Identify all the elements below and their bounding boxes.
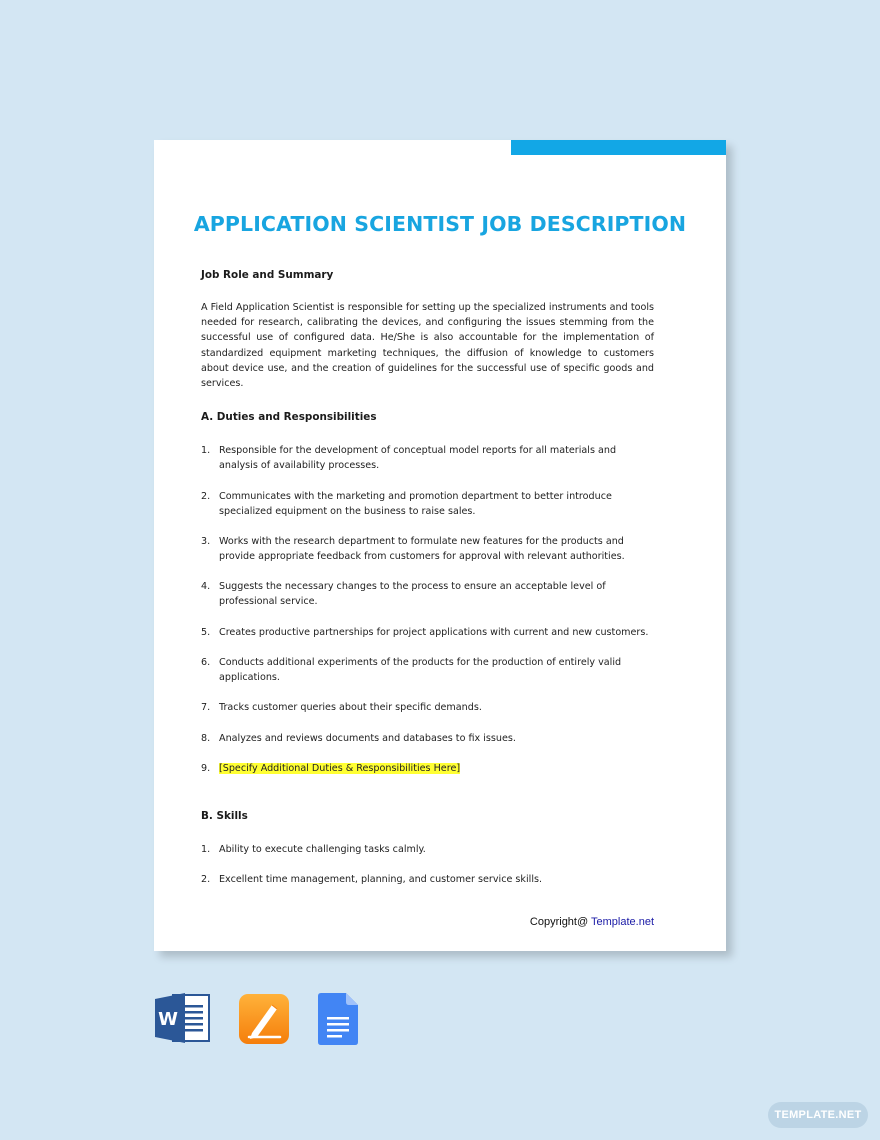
duty-item	[201, 700, 654, 715]
placeholder-highlight[interactable]: [Specify Additional Duties & Responsibilities Here]	[219, 763, 461, 774]
google-docs-icon[interactable]	[318, 993, 358, 1050]
document-page	[154, 140, 726, 951]
duty-item	[201, 625, 654, 640]
duty-number: 3.	[201, 536, 211, 547]
duty-item	[201, 443, 654, 473]
duty-number: 9.	[201, 763, 211, 774]
duties-heading: A. Duties and Responsibilities	[201, 411, 377, 423]
duty-text: Creates productive partnerships for project applications with current and new customers.	[219, 627, 649, 638]
duty-item	[201, 655, 654, 685]
duty-text: Communicates with the marketing and promotion department to better introduce specialized equipment on the business to raise sales.	[219, 491, 612, 518]
duty-text: Analyzes and reviews documents and databases to fix issues.	[219, 733, 516, 744]
duty-number: 5.	[201, 627, 211, 638]
duty-item	[201, 534, 654, 564]
duty-text: Responsible for the development of conceptual model reports for all materials and analysis of availability processes.	[219, 445, 617, 472]
duty-number: 1.	[201, 445, 211, 456]
copyright-link[interactable]: Template.net	[591, 916, 654, 928]
duty-text: Suggests the necessary changes to the process to ensure an acceptable level of professional service.	[219, 581, 606, 608]
summary-heading: Job Role and Summary	[201, 269, 334, 281]
skill-number: 2.	[201, 874, 211, 885]
document-title: APPLICATION SCIENTIST JOB DESCRIPTION	[193, 212, 687, 236]
duty-text: Works with the research department to formulate new features for the products and provide appropriate feedback from customers for approval with relevant authorities.	[219, 536, 625, 563]
duty-item	[201, 489, 654, 519]
summary-paragraph: A Field Application Scientist is responsible for setting up the specialized instruments and tools needed for research, calibrating the devices, and configuring the issues stemming from the successful use of configured data. He/She is also accountable for the implementation of standardized equipment marketing techniques, the diffusion of knowledge to customers about device use, and the creation of guidelines for the successful use of specific goods and services.	[201, 302, 654, 390]
svg-text:W: W	[158, 1009, 178, 1030]
duty-text: Conducts additional experiments of the products for the production of entirely valid applications.	[219, 657, 622, 684]
duty-number: 6.	[201, 657, 211, 668]
word-icon[interactable]	[155, 993, 211, 1048]
pages-icon[interactable]	[238, 993, 290, 1050]
duty-item	[201, 579, 654, 609]
skill-item	[201, 842, 654, 857]
duty-item	[201, 761, 654, 776]
duty-text: Tracks customer queries about their specific demands.	[219, 702, 482, 713]
duty-number: 2.	[201, 491, 211, 502]
copyright-prefix: Copyright@	[529, 916, 592, 928]
duty-number: 7.	[201, 702, 211, 713]
duty-number: 4.	[201, 581, 211, 592]
accent-bar	[511, 140, 726, 155]
duty-item	[201, 731, 654, 746]
skills-heading: B. Skills	[201, 810, 248, 822]
skill-text: Excellent time management, planning, and customer service skills.	[219, 874, 543, 885]
copyright-notice	[530, 916, 654, 928]
duty-number: 8.	[201, 733, 211, 744]
skill-item	[201, 872, 654, 887]
skill-text: Ability to execute challenging tasks calmly.	[219, 844, 426, 855]
template-net-badge[interactable]: TEMPLATE.NET	[768, 1102, 868, 1128]
skill-number: 1.	[201, 844, 211, 855]
